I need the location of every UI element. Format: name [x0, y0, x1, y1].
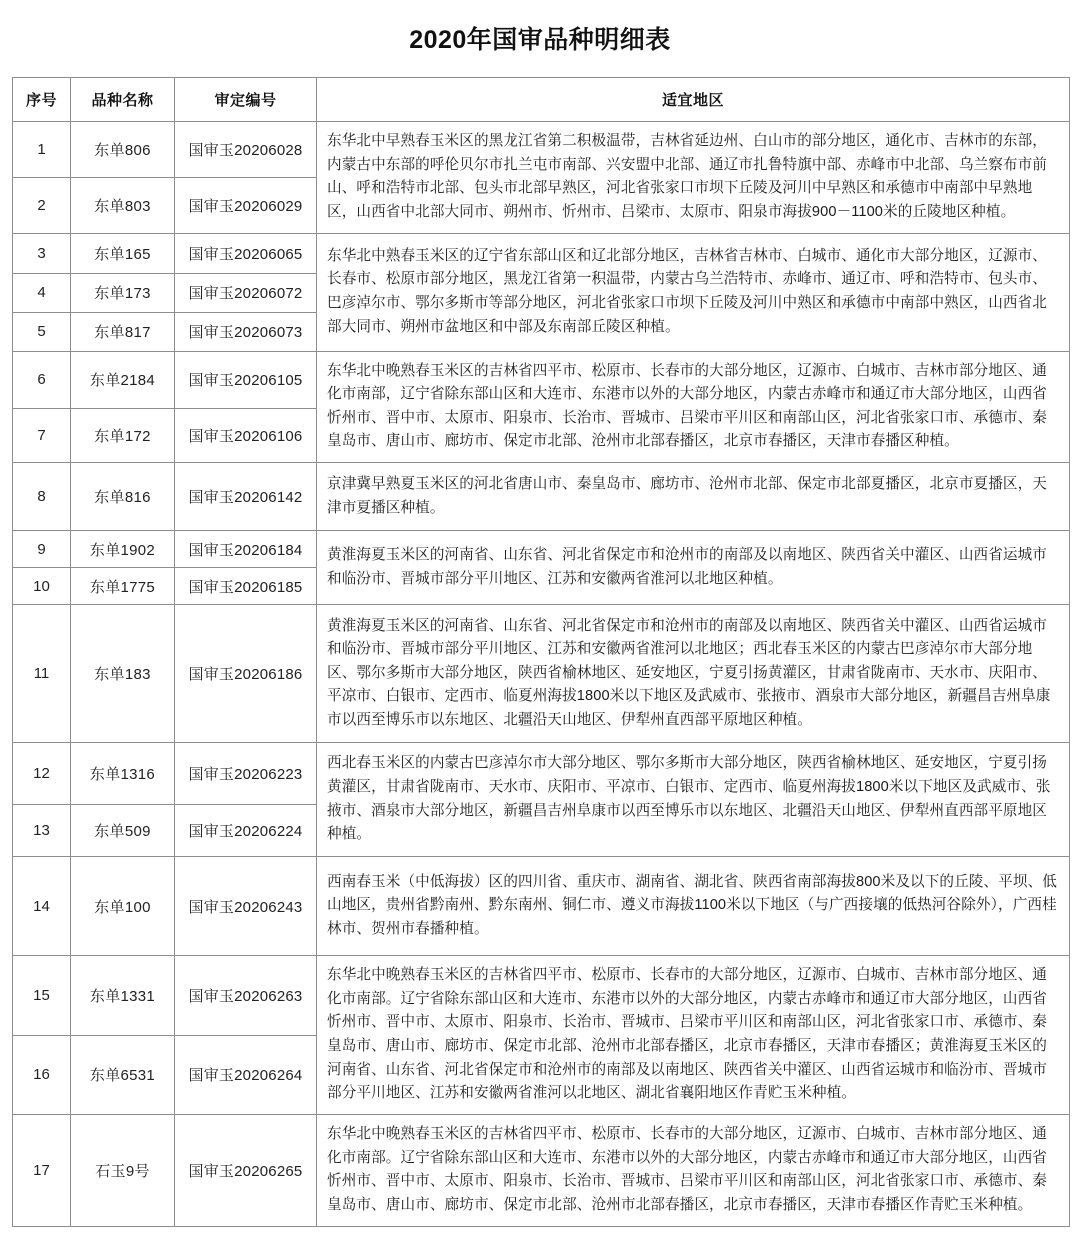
table-row: [13, 857, 1070, 956]
cell-approval-code: 国审玉20206105: [175, 351, 317, 408]
cell-index: 8: [13, 463, 71, 531]
cell-variety-name: 东单806: [71, 122, 175, 178]
cell-index: 14: [13, 857, 71, 956]
table-body: [13, 122, 1070, 1227]
cell-variety-name: 东单817: [71, 312, 175, 351]
cell-variety-name: 东单803: [71, 177, 175, 233]
cell-approval-code: 国审玉20206184: [175, 531, 317, 568]
cell-approval-code: 国审玉20206265: [175, 1114, 317, 1226]
cell-index: 16: [13, 1035, 71, 1114]
cell-approval-code: 国审玉20206106: [175, 408, 317, 462]
cell-suitable-region: 东华北中早熟春玉米区的黑龙江省第二积极温带，吉林省延边州、白山市的部分地区，通化市、吉林市的东部，内蒙古中东部的呼伦贝尔市扎兰屯市南部、兴安盟中北部、通辽市扎鲁特旗中部、赤峰市中北部、乌兰察布市前山、呼和浩特市北部、包头市北部早熟区，河北省张家口市坝下丘陵及河川中早熟区和承德市中南部中早熟地区，山西省中北部大同市、朔州市、忻州市、吕梁市、太原市、阳泉市海拔900－1100米的丘陵地区种植。: [317, 122, 1070, 234]
cell-approval-code: 国审玉20206072: [175, 273, 317, 312]
table-row: [13, 531, 1070, 568]
cell-index: 6: [13, 351, 71, 408]
cell-approval-code: 国审玉20206186: [175, 605, 317, 743]
table-container: [0, 77, 1080, 1227]
cell-variety-name: 东单509: [71, 805, 175, 857]
cell-index: 10: [13, 568, 71, 605]
cell-variety-name: 东单816: [71, 463, 175, 531]
cell-suitable-region: 黄淮海夏玉米区的河南省、山东省、河北省保定市和沧州市的南部及以南地区、陕西省关中灌区、山西省运城市和临汾市、晋城市部分平川地区、江苏和安徽两省淮河以北地区；西北春玉米区的内蒙古巴彦淖尔市大部分地区、鄂尔多斯市大部分地区，陕西省榆林地区、延安地区，宁夏引扬黄灌区，甘肃省陇南市、天水市、庆阳市、平凉市、白银市、定西市、临夏州海拔1800米以下地区及武威市、张掖市、酒泉市大部分地区，新疆昌吉州阜康市以西至博乐市以东地区、北疆沿天山地区、伊犁州直西部平原地区种植。: [317, 605, 1070, 743]
cell-suitable-region: 西北春玉米区的内蒙古巴彦淖尔市大部分地区、鄂尔多斯市大部分地区，陕西省榆林地区、延安地区，宁夏引扬黄灌区，甘肃省陇南市、天水市、庆阳市、平凉市、白银市、定西市、临夏州海拔1800米以下地区及武威市、张掖市、酒泉市大部分地区，新疆昌吉州阜康市以西至博乐市以东地区、北疆沿天山地区、伊犁州直西部平原地区种植。: [317, 743, 1070, 857]
cell-variety-name: 东单165: [71, 233, 175, 273]
cell-suitable-region: 西南春玉米（中低海拔）区的四川省、重庆市、湖南省、湖北省、陕西省南部海拔800米及以下的丘陵、平坝、低山地区，贵州省黔南州、黔东南州、铜仁市、遵义市海拔1100米以下地区（与广西接壤的低热河谷除外），广西桂林市、贺州市春播种植。: [317, 857, 1070, 956]
cell-approval-code: 国审玉20206065: [175, 233, 317, 273]
table-row: [13, 743, 1070, 805]
cell-variety-name: 东单100: [71, 857, 175, 956]
table-row: [13, 1114, 1070, 1226]
cell-approval-code: 国审玉20206223: [175, 743, 317, 805]
cell-index: 3: [13, 233, 71, 273]
cell-suitable-region: 东华北中熟春玉米区的辽宁省东部山区和辽北部分地区，吉林省吉林市、白城市、通化市大部分地区，辽源市、长春市、松原市部分地区，黑龙江省第一积温带，内蒙古乌兰浩特市、赤峰市、通辽市、呼和浩特市、包头市、巴彦淖尔市、鄂尔多斯市等部分地区，河北省张家口市坝下丘陵及河川中熟区和承德市中南部中熟区，山西省北部大同市、朔州市盆地区和中部及东南部丘陵区种植。: [317, 233, 1070, 351]
cell-suitable-region: 东华北中晚熟春玉米区的吉林省四平市、松原市、长春市的大部分地区，辽源市、白城市、吉林市部分地区、通化市南部。辽宁省除东部山区和大连市、东港市以外的大部分地区，内蒙古赤峰市和通辽市大部分地区，山西省忻州市、晋中市、太原市、阳泉市、长治市、晋城市、吕梁市平川区和南部山区，河北省张家口市、承德市、秦皇岛市、唐山市、廊坊市、保定市北部、沧州市北部春播区，北京市春播区，天津市春播区作青贮玉米种植。: [317, 1114, 1070, 1226]
cell-variety-name: 东单1902: [71, 531, 175, 568]
cell-variety-name: 东单183: [71, 605, 175, 743]
table-row: [13, 605, 1070, 743]
cell-approval-code: 国审玉20206073: [175, 312, 317, 351]
cell-approval-code: 国审玉20206185: [175, 568, 317, 605]
table-header: [13, 78, 1070, 122]
cell-variety-name: 东单1331: [71, 956, 175, 1035]
table-row: [13, 351, 1070, 408]
cell-index: 1: [13, 122, 71, 178]
cell-variety-name: 东单173: [71, 273, 175, 312]
column-header-region: 适宜地区: [317, 78, 1070, 122]
cell-index: 17: [13, 1114, 71, 1226]
cell-suitable-region: 黄淮海夏玉米区的河南省、山东省、河北省保定市和沧州市的南部及以南地区、陕西省关中灌区、山西省运城市和临汾市、晋城市部分平川地区、江苏和安徽两省淮河以北地区种植。: [317, 531, 1070, 605]
cell-variety-name: 东单6531: [71, 1035, 175, 1114]
cell-suitable-region: 东华北中晚熟春玉米区的吉林省四平市、松原市、长春市的大部分地区，辽源市、白城市、吉林市部分地区、通化市南部，辽宁省除东部山区和大连市、东港市以外的大部分地区，内蒙古赤峰市和通辽市大部分地区，山西省忻州市、晋中市、太原市、阳泉市、长治市、晋城市、吕梁市平川区和南部山区，河北省张家口市、承德市、秦皇岛市、唐山市、廊坊市、保定市北部、沧州市北部春播区，北京市春播区，天津市春播区种植。: [317, 351, 1070, 463]
cell-variety-name: 东单1775: [71, 568, 175, 605]
cell-index: 15: [13, 956, 71, 1035]
cell-suitable-region: 京津冀早熟夏玉米区的河北省唐山市、秦皇岛市、廊坊市、沧州市北部、保定市北部夏播区，北京市夏播区，天津市夏播区种植。: [317, 463, 1070, 531]
cell-index: 5: [13, 312, 71, 351]
cell-suitable-region: 东华北中晚熟春玉米区的吉林省四平市、松原市、长春市的大部分地区，辽源市、白城市、吉林市部分地区、通化市南部。辽宁省除东部山区和大连市、东港市以外的大部分地区，内蒙古赤峰市和通辽市大部分地区，山西省忻州市、晋中市、太原市、阳泉市、长治市、晋城市、吕梁市平川区和南部山区，河北省张家口市、承德市、秦皇岛市、唐山市、廊坊市、保定市北部、沧州市北部春播区，北京市春播区，天津市春播区；黄淮海夏玉米区的河南省、山东省、河北省保定市和沧州市的南部及以南地区、陕西省关中灌区、山西省运城市和临汾市、晋城市部分平川地区、江苏和安徽两省淮河以北地区、湖北省襄阳地区作青贮玉米种植。: [317, 956, 1070, 1115]
column-header-code: 审定编号: [175, 78, 317, 122]
variety-detail-table: [12, 77, 1070, 1227]
cell-approval-code: 国审玉20206029: [175, 177, 317, 233]
cell-variety-name: 东单1316: [71, 743, 175, 805]
cell-approval-code: 国审玉20206264: [175, 1035, 317, 1114]
cell-approval-code: 国审玉20206224: [175, 805, 317, 857]
cell-index: 13: [13, 805, 71, 857]
cell-variety-name: 石玉9号: [71, 1114, 175, 1226]
cell-index: 12: [13, 743, 71, 805]
cell-index: 2: [13, 177, 71, 233]
cell-variety-name: 东单172: [71, 408, 175, 462]
column-header-name: 品种名称: [71, 78, 175, 122]
table-header-row: [13, 78, 1070, 122]
column-header-index: 序号: [13, 78, 71, 122]
cell-approval-code: 国审玉20206028: [175, 122, 317, 178]
table-row: [13, 233, 1070, 273]
page-title: 2020年国审品种明细表: [409, 26, 671, 54]
cell-index: 11: [13, 605, 71, 743]
cell-index: 4: [13, 273, 71, 312]
cell-approval-code: 国审玉20206243: [175, 857, 317, 956]
table-row: [13, 956, 1070, 1035]
table-row: [13, 463, 1070, 531]
table-row: [13, 122, 1070, 178]
cell-approval-code: 国审玉20206142: [175, 463, 317, 531]
cell-index: 7: [13, 408, 71, 462]
cell-approval-code: 国审玉20206263: [175, 956, 317, 1035]
cell-index: 9: [13, 531, 71, 568]
cell-variety-name: 东单2184: [71, 351, 175, 408]
